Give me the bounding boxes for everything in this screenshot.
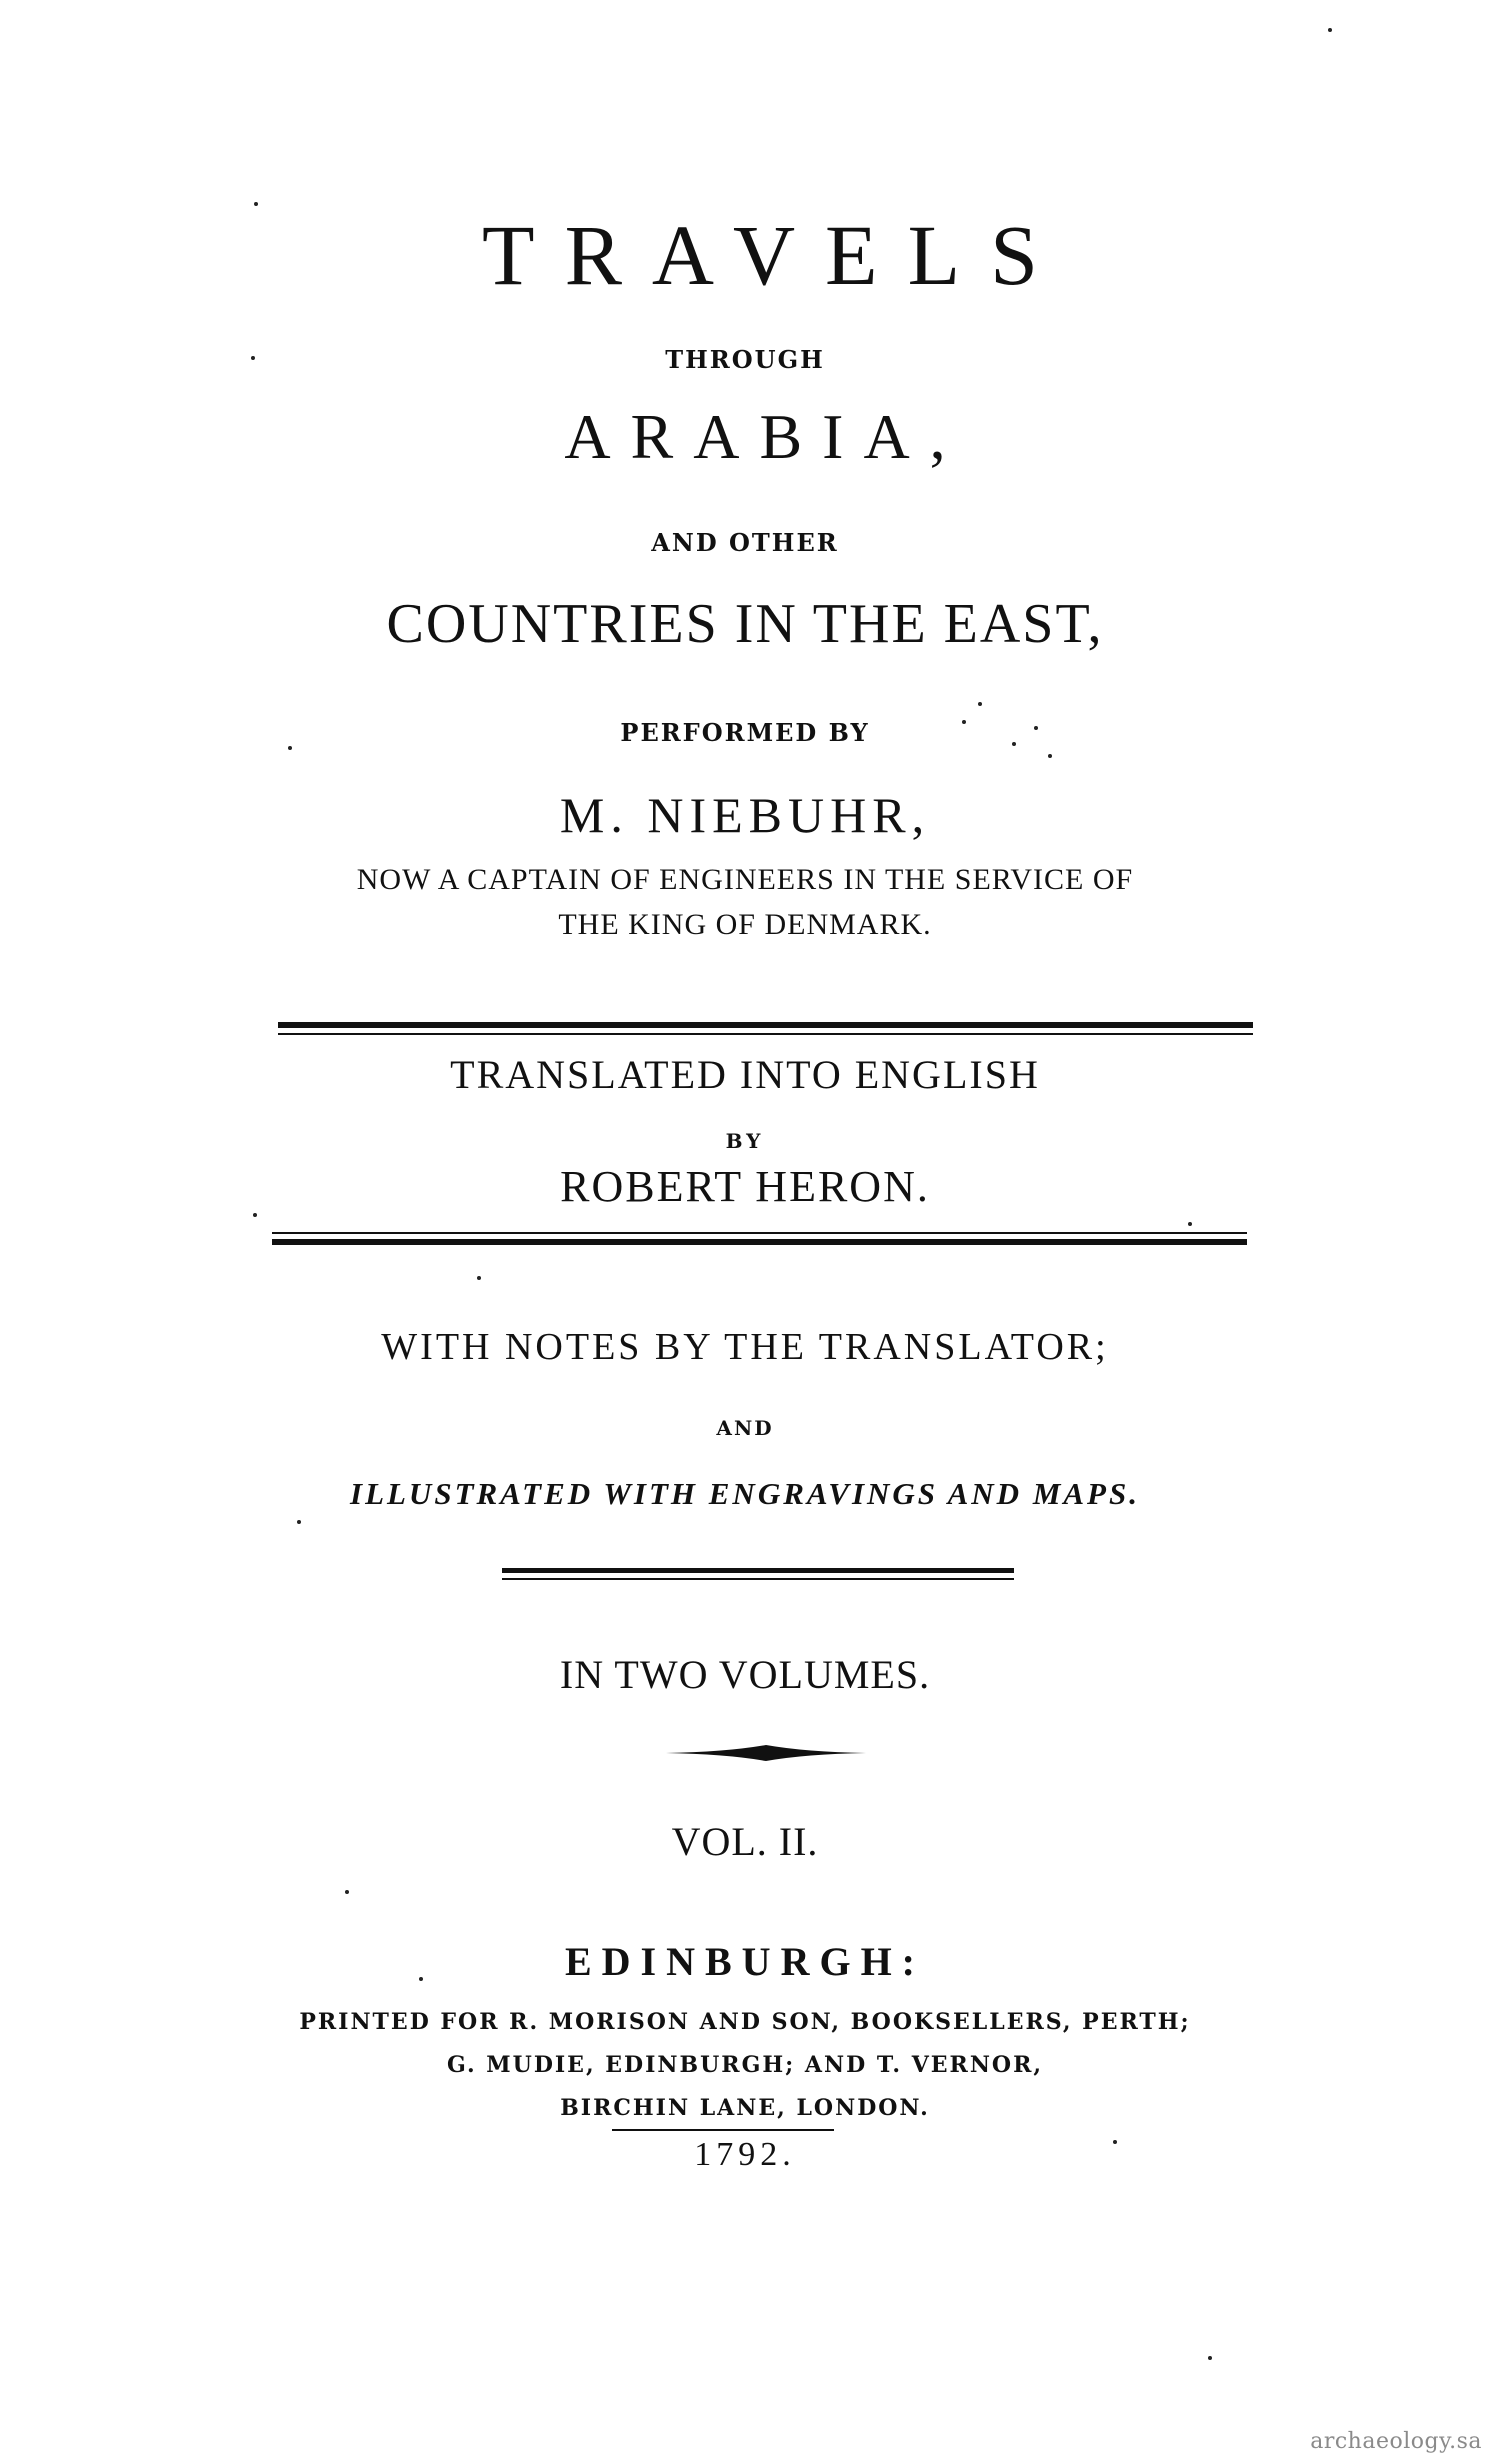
translator-name: ROBERT HERON. [560,1162,930,1211]
short-double-rule [502,1568,1014,1573]
author-name: M. NIEBUHR, [559,787,931,843]
ink-speck [1012,742,1016,746]
imprint-rule [612,2129,834,2131]
ink-speck [1034,726,1038,730]
double-rule-top [278,1022,1253,1028]
ink-speck [251,356,255,360]
imprint-city: EDINBURGH: [564,1939,926,1984]
printer-line-1: PRINTED FOR R. MORISON AND SON, BOOKSELLERS, PERTH; [299,2009,1191,2035]
double-rule-bottom-thin [272,1232,1247,1234]
ink-speck [1188,1222,1192,1226]
ink-speck [1208,2356,1212,2360]
double-rule-top-thin [278,1033,1253,1035]
ink-speck [1048,754,1052,758]
ink-speck [345,1890,349,1894]
ink-speck [962,720,966,724]
illustrated-line: ILLUSTRATED WITH ENGRAVINGS AND MAPS. [350,1476,1140,1511]
through-label: THROUGH [665,345,825,374]
printer-line-3: BIRCHIN LANE, LONDON. [560,2095,930,2121]
ink-speck [288,746,292,750]
subject-title: ARABIA, [564,401,966,472]
performed-by-label: PERFORMED BY [620,718,870,747]
ink-speck [477,1276,481,1280]
ink-speck [253,1213,257,1217]
short-double-rule-thin [502,1578,1014,1580]
ink-speck [419,1977,423,1981]
tapered-rule-ornament [666,1742,866,1764]
ink-speck [1113,2140,1117,2144]
ink-speck [254,202,258,206]
volume-count: IN TWO VOLUMES. [559,1652,931,1697]
and-label: AND [716,1416,774,1440]
ink-speck [1328,28,1332,32]
and-other-label: AND OTHER [651,528,839,557]
publication-year: 1792. [694,2136,796,2173]
archive-watermark: archaeology.sa [1310,2429,1482,2454]
author-description-line-2: THE KING OF DENMARK. [558,908,932,941]
translated-into-english: TRANSLATED INTO ENGLISH [450,1052,1040,1097]
printer-line-2: G. MUDIE, EDINBURGH; AND T. VERNOR, [446,2052,1044,2078]
author-description-line-1: NOW A CAPTAIN OF ENGINEERS IN THE SERVICE OF [356,863,1134,896]
ink-speck [978,702,982,706]
volume-number: VOL. II. [671,1819,819,1864]
by-label: BY [725,1129,765,1153]
region-title: COUNTRIES IN THE EAST, [386,593,1104,655]
notes-line: WITH NOTES BY THE TRANSLATOR; [381,1326,1109,1368]
double-rule-bottom [272,1239,1247,1245]
book-title: TRAVELS [482,207,1068,303]
ink-speck [297,1520,301,1524]
